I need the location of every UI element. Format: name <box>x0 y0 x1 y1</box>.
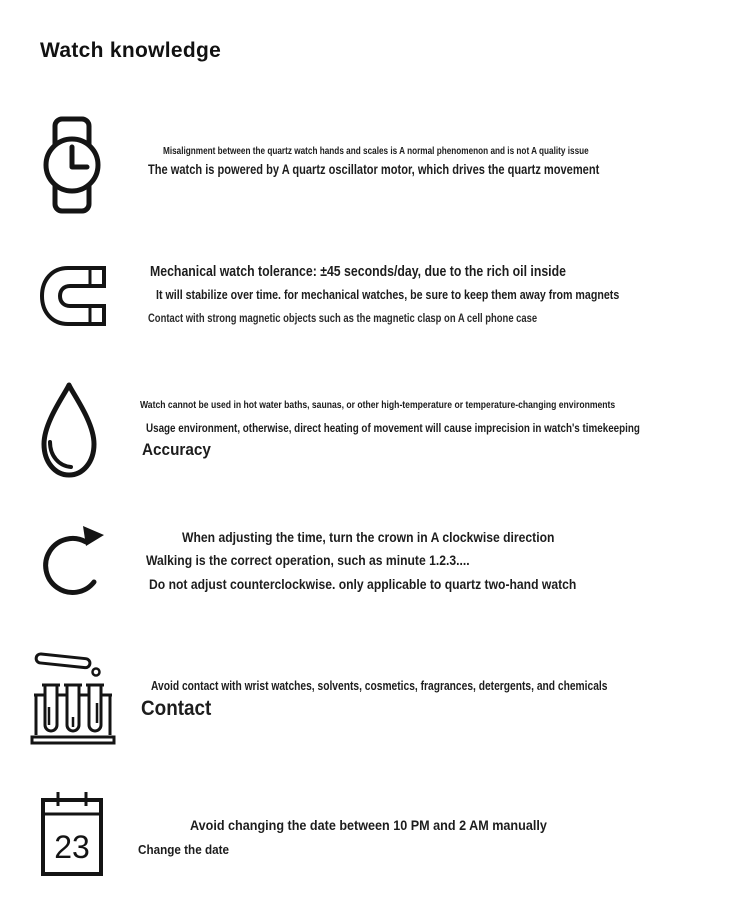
clockwise-arrow-icon <box>40 520 110 604</box>
magnet-note-headline: Mechanical watch tolerance: ±45 seconds/day, due to the rich oil inside <box>150 263 566 280</box>
accuracy-heading: Accuracy <box>142 440 211 459</box>
accuracy-note-small: Watch cannot be used in hot water baths, saunas, or other high-temperature or temperature-changing environments <box>140 399 616 411</box>
page-title: Watch knowledge <box>40 39 222 62</box>
quartz-note-small: Misalignment between the quartz watch hands and scales is A normal phenomenon and is not A quality issue <box>163 146 589 157</box>
accuracy-note-main: Usage environment, otherwise, direct heating of movement will cause imprecision in watch's timekeeping <box>146 421 640 435</box>
date-note-label: Change the date <box>138 842 230 857</box>
magnet-icon <box>38 262 106 330</box>
magnet-note-main: It will stabilize over time. for mechanical watches, be sure to keep them away from magnets <box>156 287 620 302</box>
crown-note-warning: Do not adjust counterclockwise. only applicable to quartz two-hand watch <box>149 577 577 592</box>
crown-note-headline: When adjusting the time, turn the crown in A clockwise direction <box>182 530 555 545</box>
water-drop-icon <box>38 382 100 480</box>
calendar-icon <box>40 790 104 878</box>
watch-icon <box>42 116 102 214</box>
magnet-note-small: Contact with strong magnetic objects such as the magnetic clasp on A cell phone case <box>148 313 538 325</box>
calendar-day-number: 23 <box>54 829 90 865</box>
date-note-headline: Avoid changing the date between 10 PM and 2 AM manually <box>190 817 547 833</box>
crown-note-main: Walking is the correct operation, such as minute 1.2.3.... <box>146 553 470 568</box>
test-tubes-icon <box>28 645 118 747</box>
quartz-note-main: The watch is powered by A quartz oscillator motor, which drives the quartz movement <box>148 162 600 177</box>
contact-note-main: Avoid contact with wrist watches, solvents, cosmetics, fragrances, detergents, and chemicals <box>151 679 608 693</box>
contact-heading: Contact <box>141 697 212 720</box>
